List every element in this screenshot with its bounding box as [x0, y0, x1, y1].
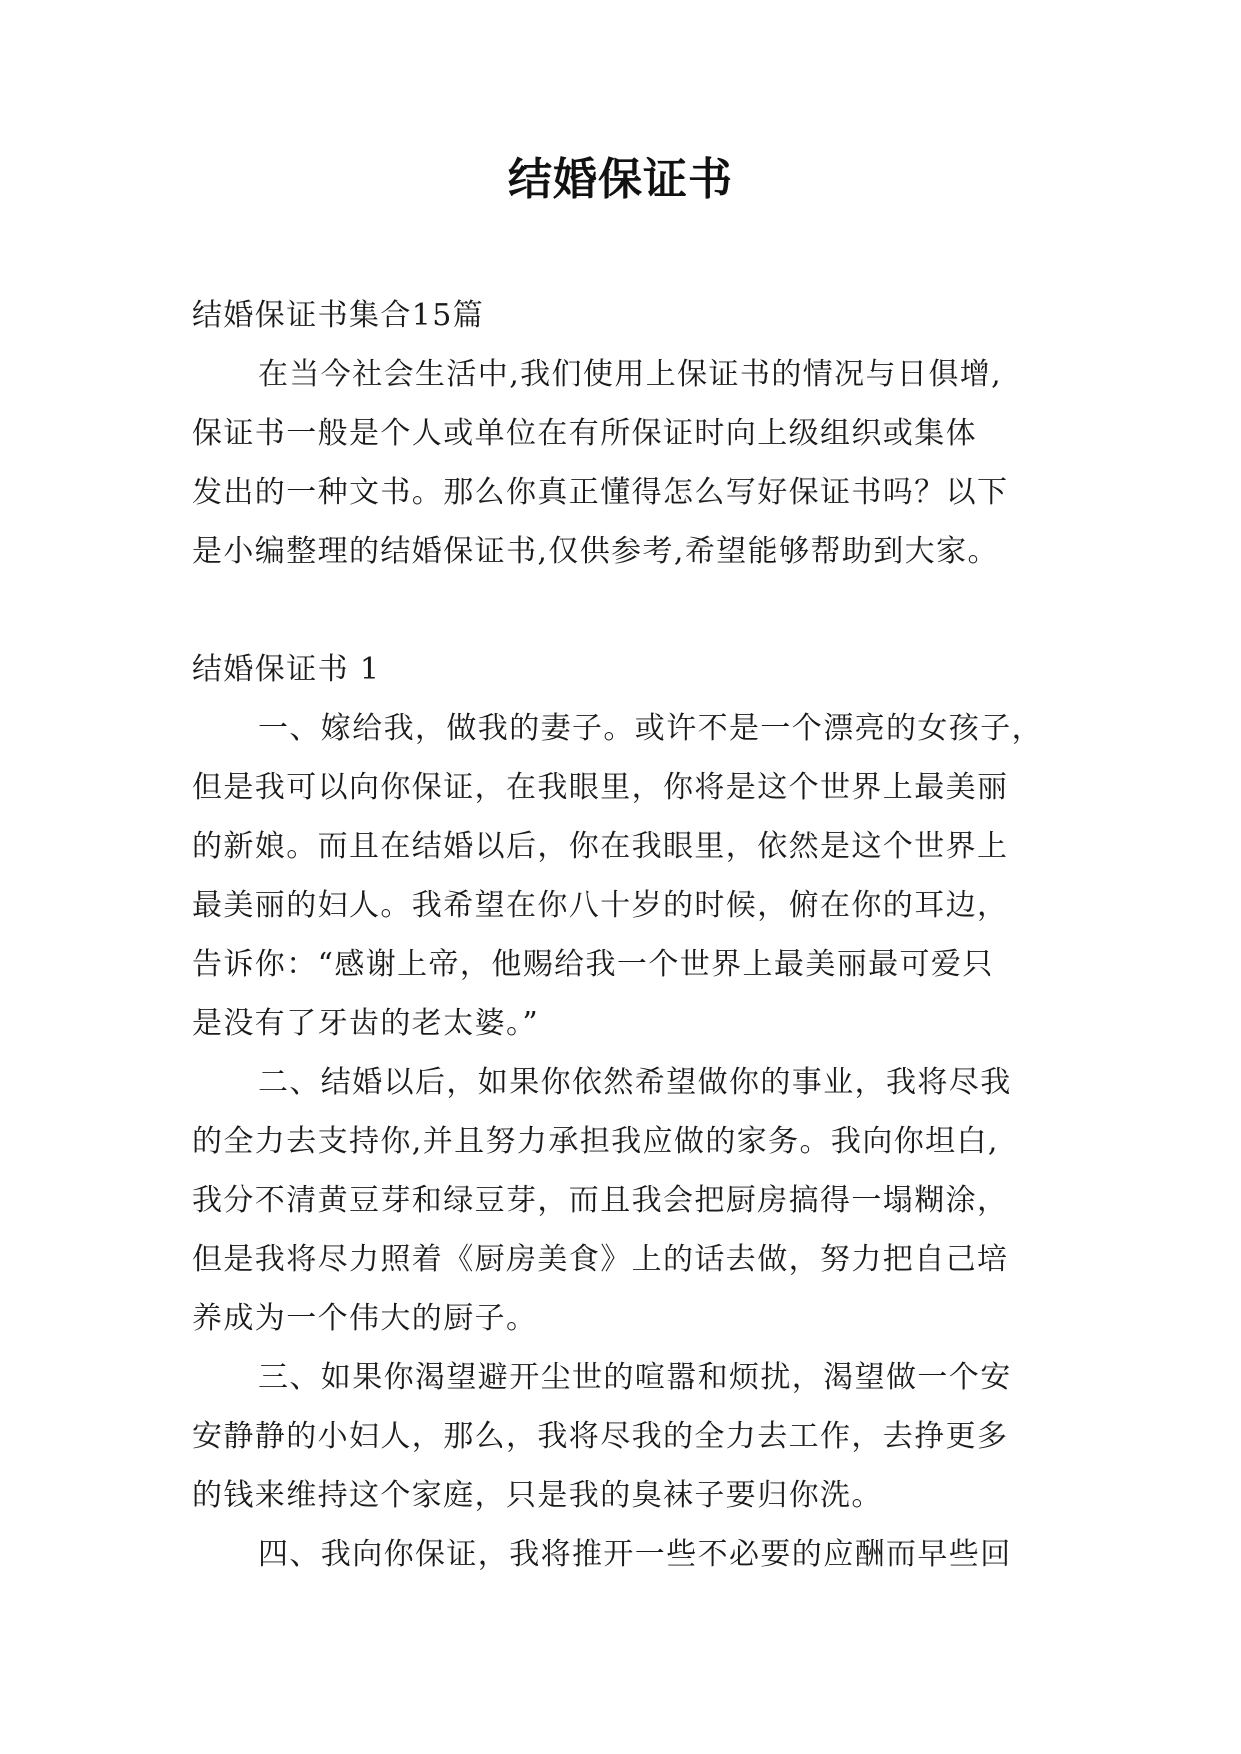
intro-line: 发出的一种文书。那么你真正懂得怎么写好保证书吗？以下 [192, 475, 1009, 510]
paragraph-1 [192, 699, 1062, 1053]
paragraph-line: 安静静的小妇人，那么，我将尽我的全力去工作，去挣更多 [192, 1419, 1009, 1454]
paragraph-line: 但是我可以向你保证，在我眼里，你将是这个世界上最美丽 [192, 770, 1009, 805]
document-title: 结婚保证书 [508, 154, 733, 205]
paragraph-line: 三、如果你渴望避开尘世的喧嚣和烦扰，渴望做一个安 [258, 1360, 1012, 1395]
subtitle: 结婚保证书集合15篇 [192, 298, 485, 333]
intro-line: 在当今社会生活中,我们使用上保证书的情况与日俱增, [258, 357, 1003, 392]
intro-paragraph [192, 345, 1062, 581]
paragraph-4 [192, 1525, 1062, 1584]
paragraph-line: 的钱来维持这个家庭，只是我的臭袜子要归你洗。 [192, 1478, 883, 1513]
paragraph-line: 但是我将尽力照着《厨房美食》上的话去做，努力把自己培 [192, 1242, 1009, 1277]
paragraph-line: 的全力去支持你,并且努力承担我应做的家务。我向你坦白, [192, 1124, 999, 1159]
paragraph-line: 的新娘。而且在结婚以后，你在我眼里，依然是这个世界上 [192, 829, 1009, 864]
intro-line: 保证书一般是个人或单位在有所保证时向上级组织或集体 [192, 416, 977, 451]
paragraph-2 [192, 1053, 1062, 1348]
paragraph-line: 养成为一个伟大的厨子。 [192, 1301, 538, 1336]
paragraph-line: 最美丽的妇人。我希望在你八十岁的时候，俯在你的耳边， [192, 888, 1009, 923]
paragraph-line: 我分不清黄豆芽和绿豆芽，而且我会把厨房搞得一塌糊涂， [192, 1183, 1009, 1218]
paragraph-line: 告诉你：“感谢上帝，他赐给我一个世界上最美丽最可爱只 [192, 947, 994, 982]
paragraph-line: 四、我向你保证，我将推开一些不必要的应酬而早些回 [258, 1537, 1012, 1572]
intro-line: 是小编整理的结婚保证书,仅供参考,希望能够帮助到大家。 [192, 534, 999, 569]
section-heading: 结婚保证书 1 [192, 652, 381, 687]
paragraph-3 [192, 1348, 1062, 1525]
blank-line [192, 581, 1062, 640]
document-body [192, 286, 1062, 1584]
paragraph-line: 是没有了牙齿的老太婆。” [192, 1006, 540, 1041]
paragraph-line: 二、结婚以后，如果你依然希望做你的事业，我将尽我 [258, 1065, 1012, 1100]
paragraph-line: 一、嫁给我，做我的妻子。或许不是一个漂亮的女孩子， [258, 711, 1043, 746]
